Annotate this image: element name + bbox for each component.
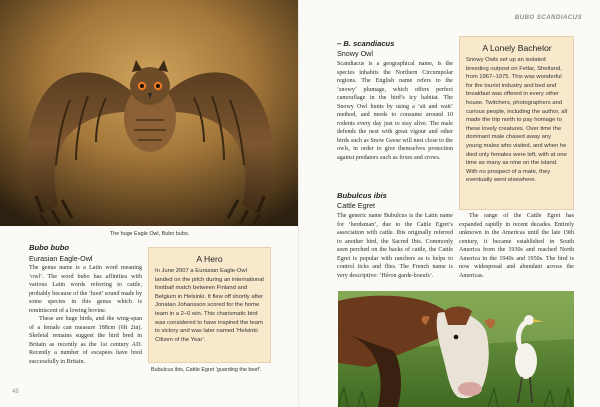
owl-photo-caption: The huge Eagle Owl, Bubo bubo. — [109, 231, 190, 237]
hero-box-title: A Hero — [196, 254, 223, 264]
snowy-owl-paragraph: Scandiacus is a geographical name, is the species inhabits the Northern Circumpolar regions. The English name refers to the ‘snowy’ plumage, which offers perfect camouflage in the bird’s icy habitat. The Snowy Owl hunts by using a ‘sit and wait’ method, and needs to consume around 10 rodents every day just to stay alive. The male defends the nest with great vigour and other birds such as Snow Geese will nest close to the owls, in order to give themselves protection against predators such as foxes and crows. — [337, 61, 453, 162]
cattle-egret-paragraph: The generic name Bubulcus is the Latin name for ‘herdsman’, due to the Cattle Egret’s association with cattle. Ibis originally referred to another bird, the Sacred Ibis. Commonly seen perched on the backs of cattle, the Cattle Egret is popular with ranchers as is helps to control ticks and flies. The French name is very descriptive: ‘Héron garde-boeufs’. — [337, 213, 453, 279]
bachelor-box-title: A Lonely Bachelor — [482, 43, 552, 53]
eagle-owl-paragraph-2: These are huge birds, and the wing-span of a female can measure 188cm (6ft 2in). Skeletal remains suggest the bird bred in Britain as recently as the 1st century AD. Recently a number of escapees have bred successfully in Britain. — [29, 316, 142, 366]
species-common-snowy-owl: Snowy Owl — [337, 49, 373, 58]
hero-box-text: In June 2007 a Eurasian Eagle-Owl landed on the pitch during an international football match between Finland and Belgium in Helsinki. It flew off shortly after Jonatan Johansson scored for the home team in a 2–0 win. This charismatic bird was considered to have inspired the team to victory and was later named ‘Helsinki Citizen of the Year’. — [155, 268, 264, 343]
cattle-egret-photo-caption: Bubulcus ibis, Cattle Egret ‘guarding the beef’. — [151, 367, 262, 373]
snowy-owl-description — [337, 60, 453, 163]
lonely-bachelor-box — [459, 36, 574, 210]
eagle-owl-paragraph-1: The genus name is a Latin word meaning ‘owl’. The word bubo has affinities with various Latin words referring to cattle, probably because of the ‘hoot’ sound made by some species in this genus which is reminiscent of a lowing bovine. — [29, 265, 142, 314]
cattle-egret-illustration — [338, 291, 574, 407]
species-latin-bubo: Bubo bubo — [29, 243, 70, 252]
cattle-egret-range-paragraph: The range of the Cattle Egret has expanded rapidly in recent decades. Entirely unknown in the Americas until the late 19th century, it became established in South America from the 1930s and reached North America in the 1940s and 1950s. The bird is now widespread and abundant across the Americas. — [459, 213, 574, 279]
page-number: 48 — [12, 389, 19, 395]
cattle-egret-description — [337, 212, 453, 280]
running-head: BUBO SCANDIACUS — [514, 14, 582, 21]
eagle-owl-photo — [0, 0, 299, 226]
eagle-owl-illustration — [0, 0, 299, 226]
species-common-eagle-owl: Eurasian Eagle-Owl — [29, 254, 93, 263]
cattle-egret-photo — [338, 291, 574, 407]
left-page — [0, 0, 299, 407]
eagle-owl-description — [29, 264, 142, 367]
species-latin-scandiacus: – B. scandiacus — [337, 39, 395, 48]
hero-box — [148, 247, 271, 363]
species-common-cattle-egret: Cattle Egret — [337, 201, 375, 210]
bachelor-box-text: Snowy Owls set up an isolated breeding outpost on Fetlar, Shetland, from 1967–1975. This was wonderful for the tourist industry and bed and breakfast was offered in every other house. Twitchers, photographers and curious people, including the author, all made the trip north to pay homage to these lovely creatures. Over time the dominant male chased away any young males who visited, and when he died only females were left, with at one time as many as nine on the island. With no prospect of a mate, they eventually went elsewhere. — [466, 57, 568, 184]
cattle-egret-range — [459, 212, 574, 280]
species-latin-bubulcus: Bubulcus ibis — [337, 191, 387, 200]
